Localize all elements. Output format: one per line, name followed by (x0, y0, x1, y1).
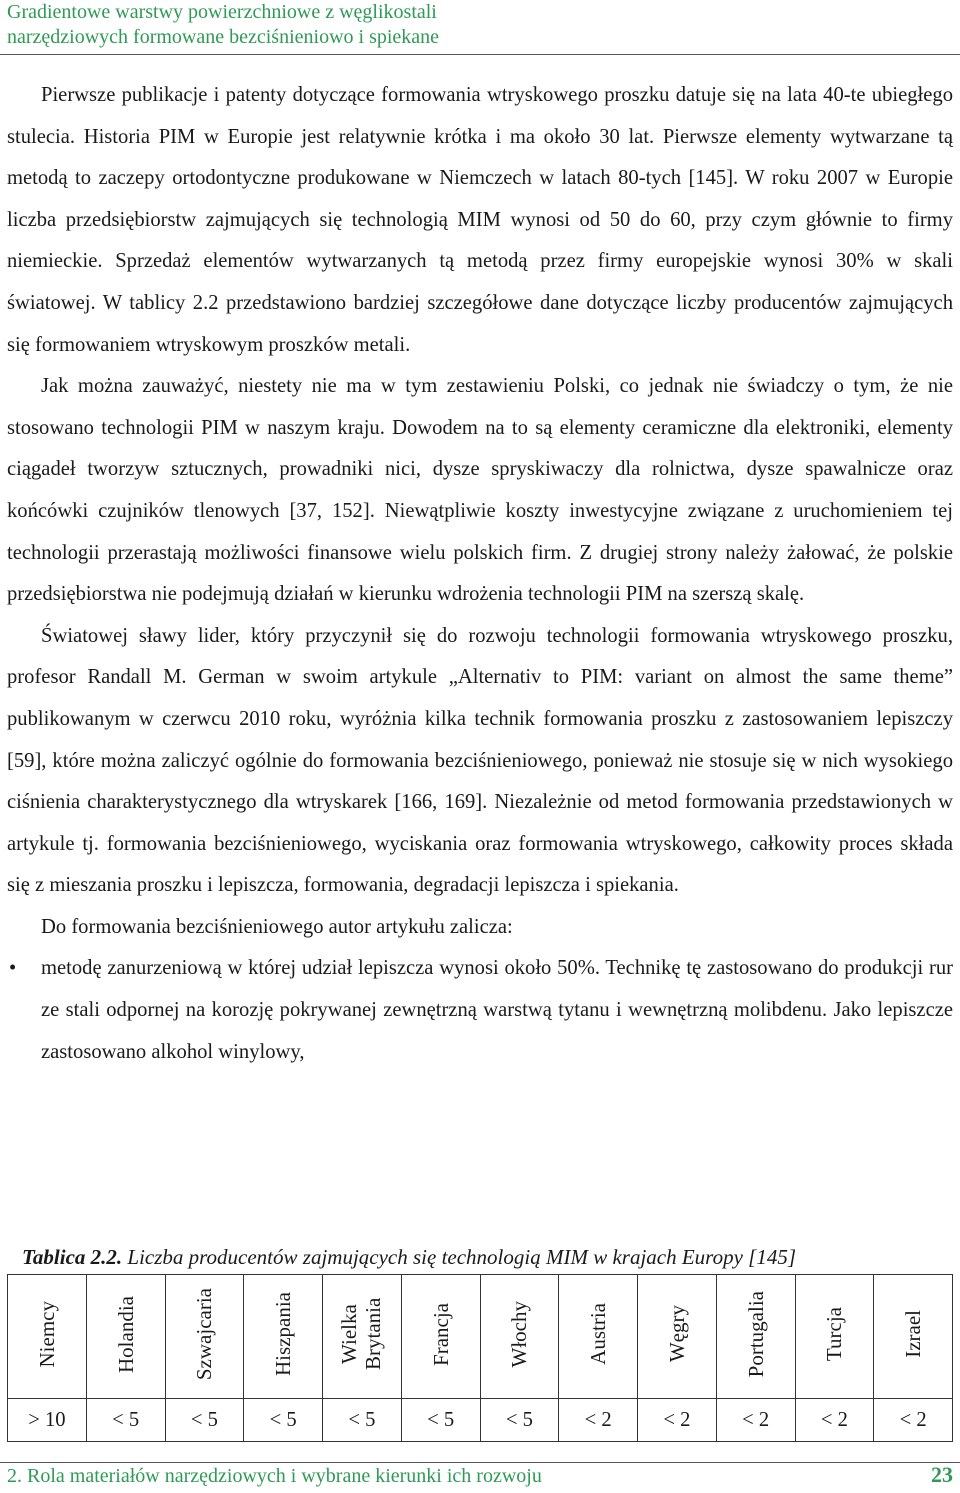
paragraph-1: Pierwsze publikacje i patenty dotyczące formowania wtryskowego proszku datuje się na lata 40-te ubiegłego stulecia. Historia PIM w Europie jest relatywnie krótka i ma około 30 lat. Pierwsze elementy wytwarzane tą metodą to zaczepy ortodontyczne produkowane w Niemczech w latach 80-tych [145]. W roku 2007 w Europie liczba przedsiębiorstw zajmujących się technologią MIM wynosi od 50 do 60, przy czym głównie to firmy niemieckie. Sprzedaż elementów wytwarzanych tą metodą przez firmy europejskie wynosi 30% w skali światowej. W tablicy 2.2 przedstawiono bardziej szczegółowe dane dotyczące liczby producentów zajmujących się formowaniem wtryskowym proszków metali. (7, 84, 953, 356)
table-caption-text: Liczba producentów zajmujących się technologią MIM w krajach Europy [145] (127, 1245, 796, 1269)
country-label: Portugalia (743, 1290, 768, 1378)
country-label: Turcja (822, 1306, 847, 1362)
header-cell (559, 1275, 638, 1399)
country-label: Izrael (901, 1310, 926, 1358)
body-text (7, 75, 953, 1073)
value-cell: < 5 (86, 1399, 165, 1442)
country-label: Wielka Brytania (336, 1297, 385, 1371)
header-cell (244, 1275, 323, 1399)
producers-table (7, 1274, 953, 1442)
header-cell (401, 1275, 480, 1399)
bullet-list (7, 948, 953, 1073)
country-label: Hiszpania (271, 1292, 296, 1376)
header-cell (480, 1275, 559, 1399)
footer-rule (0, 1462, 960, 1463)
table-header-row (8, 1275, 953, 1399)
country-label: Austria (586, 1303, 611, 1365)
value-cell: < 2 (638, 1399, 717, 1442)
value-cell: < 2 (559, 1399, 638, 1442)
header-cell (716, 1275, 795, 1399)
list-item (7, 948, 953, 1073)
header-cell (638, 1275, 717, 1399)
country-label: Włochy (507, 1300, 532, 1368)
header-cell (874, 1275, 953, 1399)
value-cell: < 2 (874, 1399, 953, 1442)
header-cell (86, 1275, 165, 1399)
country-label: Szwajcaria (192, 1287, 217, 1381)
header-cell (8, 1275, 87, 1399)
page-number: 23 (931, 1462, 953, 1487)
table-caption-label: Tablica 2.2. (22, 1245, 123, 1269)
value-cell: > 10 (8, 1399, 87, 1442)
table-row (8, 1399, 953, 1442)
country-label: Niemcy (34, 1300, 59, 1368)
paragraph-2: Jak można zauważyć, niestety nie ma w tym zestawieniu Polski, co jednak nie świadczy o tym, że nie stosowano technologii PIM w naszym kraju. Dowodem na to są elementy ceramiczne dla elektroniki, elementy ciągadeł tworzyw sztucznych, prowadniki nici, dysze spryskiwaczy dla rolnictwa, dysze spawalnicze oraz końcówki czujników tlenowych [37, 152]. Niewątpliwie koszty inwestycyjne związane z uruchomieniem tej technologii przerastają możliwości finansowe wielu polskich firm. Z drugiej strony należy żałować, że polskie przedsiębiorstwa nie podejmują działań w kierunku wdrożenia technologii PIM na szerszą skalę. (7, 375, 953, 606)
header-rule (0, 54, 960, 55)
country-label: Węgry (664, 1305, 689, 1363)
list-item-text: metodę zanurzeniową w której udział lepiszcza wynosi około 50%. Technikę tę zastosowano do produkcji rur ze stali odpornej na korozję pokrywanej zewnętrzną warstwą tytanu i wewnętrzną molibdenu. Jako lepiszcze zastosowano alkohol winylowy, (41, 957, 953, 1063)
value-cell: < 5 (323, 1399, 402, 1442)
header-cell (795, 1275, 874, 1399)
paragraph-4: Do formowania bezciśnieniowego autor artykułu zalicza: (41, 915, 513, 938)
footer-chapter-title: 2. Rola materiałów narzędziowych i wybrane kierunki ich rozwoju (7, 1465, 542, 1487)
value-cell: < 2 (716, 1399, 795, 1442)
header-cell (165, 1275, 244, 1399)
value-cell: < 5 (480, 1399, 559, 1442)
value-cell: < 5 (401, 1399, 480, 1442)
country-label: Holandia (113, 1295, 138, 1373)
country-label: Francja (428, 1302, 453, 1366)
value-cell: < 2 (795, 1399, 874, 1442)
value-cell: < 5 (244, 1399, 323, 1442)
running-head (7, 0, 953, 50)
paragraph-3: Światowej sławy lider, który przyczynił się do rozwoju technologii formowania wtryskowego proszku, profesor Randall M. German w swoim artykule „Alternativ to PIM: variant on almost the same theme” publikowanym w czerwcu 2010 roku, wyróżnia kilka technik formowania proszku z zastosowaniem lepiszczy [59], które można zaliczyć ogólnie do formowania bezciśnieniowego, ponieważ nie stosuje się w nich wysokiego ciśnienia charakterystycznego dla wtryskarek [166, 169]. Niezależnie od metod formowania przedstawionych w artykule tj. formowania bezciśnieniowego, wyciskania oraz formowania wtryskowego, całkowity proces składa się z mieszania proszku i lepiszcza, formowania, degradacji lepiszcza i spiekania. (7, 624, 953, 897)
bullet-icon: • (9, 957, 17, 980)
table-caption (22, 1245, 796, 1270)
value-cell: < 5 (165, 1399, 244, 1442)
running-head-line-2: narzędziowych formowane bezciśnieniowo i spiekane (7, 26, 440, 48)
running-head-line-1: Gradientowe warstwy powierzchniowe z węglikostali (7, 1, 437, 23)
header-cell (323, 1275, 402, 1399)
